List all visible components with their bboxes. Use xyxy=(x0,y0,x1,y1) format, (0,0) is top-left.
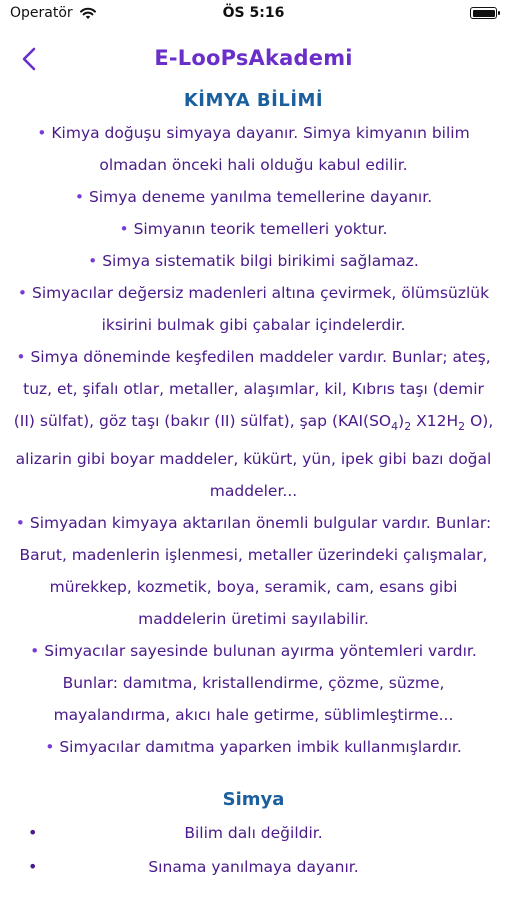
formula-part: O), alizarin gibi boyar maddeler, kükürt, yün, ipek gibi bazı doğal maddeler... xyxy=(15,412,494,501)
battery-fill xyxy=(473,10,495,17)
bullet: • xyxy=(119,220,129,238)
simya-list xyxy=(0,816,507,884)
formula-subscript: 4 xyxy=(391,420,399,434)
bullet: • xyxy=(17,284,28,302)
paragraph-text: Simya döneminde keşfedilen maddeler vardır. Bunlar; ateş, tuz, et, şifalı otlar, metaller, alaşımlar, kil, Kıbrıs taşı (demir (II) sülfat), göz taşı (bakır (II) sülfat), şap xyxy=(13,348,491,430)
status-bar xyxy=(0,0,507,28)
paragraph xyxy=(0,117,507,181)
paragraph-text: Simyadan kimyaya aktarılan önemli bulgular vardır. Bunlar: Barut, madenlerin işlenmesi, metaller üzerindeki çalışmalar, mürekkep, kozmetik, boya, seramik, cam, esans gibi maddelerin üretimi sayılabilir. xyxy=(19,514,492,629)
subtitle: Simya xyxy=(222,789,285,811)
bullet: • xyxy=(16,348,26,366)
paragraph-text: Simya deneme yanılma temellerine dayanır. xyxy=(88,188,433,206)
formula-subscript: 2 xyxy=(458,420,466,434)
bullet: • xyxy=(37,124,47,142)
nav-bar xyxy=(0,36,507,84)
paragraph xyxy=(0,507,507,635)
list-item-text: Bilim dalı değildir. xyxy=(184,824,323,843)
list-item xyxy=(0,850,507,884)
bullet: • xyxy=(45,738,55,757)
battery-icon xyxy=(470,7,497,19)
list-item xyxy=(0,816,507,850)
formula-part: X12H xyxy=(411,412,459,430)
paragraph-text: Simyanın teorik temelleri yoktur. xyxy=(133,220,388,238)
paragraph xyxy=(0,181,507,213)
section-title: KİMYA BİLİMİ xyxy=(183,90,324,111)
bullet: • xyxy=(74,188,85,206)
paragraph-text: Kimya doğuşu simyaya dayanır. Simya kimyanın bilim olmadan önceki hali olduğu kabul edilir. xyxy=(51,124,470,174)
paragraph-text: Simya sistematik bilgi birikimi sağlamaz. xyxy=(102,252,419,270)
paragraph-text: Simyacılar sayesinde bulunan ayırma yöntemleri vardır. Bunlar: damıtma, kristallendirme, çözme, süzme, mayalandırma, akıcı hale getirme, süblimleştirme... xyxy=(44,642,477,725)
carrier-label: Operatör xyxy=(10,5,73,21)
paragraph xyxy=(0,213,507,245)
paragraph xyxy=(0,245,507,277)
paragraph-text: Simyacılar damıtma yaparken imbik kullanmışlardır. xyxy=(59,738,462,757)
formula-part: ) xyxy=(398,412,405,430)
bullet: • xyxy=(30,642,40,661)
content-scroll[interactable] xyxy=(0,88,507,900)
app-title: E-LooPsAkademi xyxy=(154,46,353,70)
formula-subscript: 2 xyxy=(404,420,412,434)
paragraph xyxy=(0,277,507,341)
list-bullet: • xyxy=(28,857,38,877)
paragraph xyxy=(0,341,507,507)
bullet: • xyxy=(15,514,25,533)
clock: ÖS 5:16 xyxy=(222,5,285,21)
paragraph-text: Simyacılar değersiz madenleri altına çevirmek, ölümsüzlük iksirini bulmak gibi çabalar içindelerdir. xyxy=(32,284,490,334)
paragraph xyxy=(0,635,507,731)
list-bullet: • xyxy=(28,823,38,843)
paragraph xyxy=(0,731,507,763)
bullet: • xyxy=(88,252,98,270)
formula-part: (KAI(SO xyxy=(331,412,392,430)
list-item-text: Sınama yanılmaya dayanır. xyxy=(148,858,359,877)
